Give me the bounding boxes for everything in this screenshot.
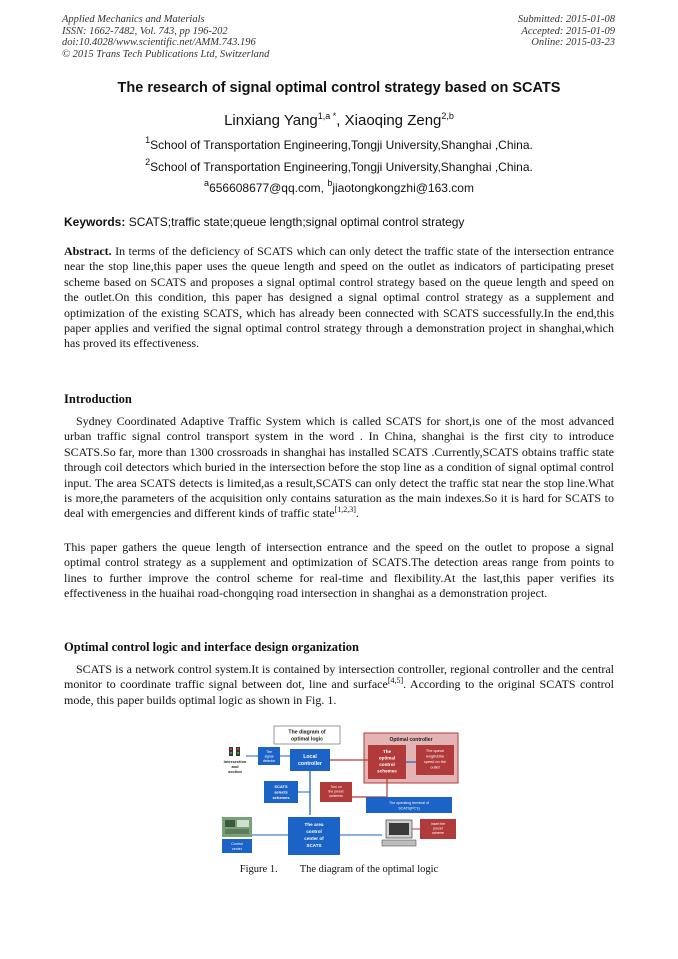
keywords-label: Keywords: — [64, 215, 126, 229]
dates-info — [518, 14, 615, 49]
local-controller-line-2: controller — [298, 761, 322, 767]
accepted-date: Accepted: 2015-01-09 — [521, 25, 615, 37]
operating-terminal-line-1: The operating terminal of — [389, 801, 429, 805]
queue-speed-line-3: speed on the — [424, 760, 446, 764]
area-control-line-2: control — [306, 829, 322, 834]
keywords — [64, 215, 616, 229]
section-heading: Optimal control logic and interface design organization — [64, 640, 359, 654]
affiliation-1 — [0, 135, 678, 152]
paper-title: The research of signal optimal control strategy based on SCATS — [117, 80, 561, 96]
section-paragraph — [64, 662, 614, 708]
scats-selects-line-2: selects — [274, 789, 288, 795]
intro-heading: Introduction — [64, 392, 132, 406]
abstract-label: Abstract. — [64, 244, 112, 258]
figure-number: Figure 1. — [239, 864, 278, 875]
submitted-date: Submitted: 2015-01-08 — [517, 14, 615, 25]
diagram-title-line-2: optimal logic — [291, 736, 323, 743]
emails — [0, 178, 678, 195]
intersection-line-1: Intersection — [223, 759, 247, 764]
journal-info — [62, 14, 269, 60]
signal-detector-line-2: signal — [264, 754, 274, 759]
intersection-line-3: section — [227, 769, 243, 774]
insert-preset-line-3: scheme — [432, 831, 444, 835]
area-control-line-3: center of — [304, 836, 324, 841]
scats-selects-line-1: SCATS — [274, 784, 288, 789]
optimal-schemes-line-2: optimal — [378, 755, 396, 761]
turn-on-line-2: the preset — [328, 789, 344, 794]
email-b: jiaotongkongzhi@163.com — [332, 181, 474, 195]
author-1-sup: 1,a * — [317, 111, 337, 121]
email-a: 656608677@qq.com, — [209, 181, 328, 195]
author-separator: , — [336, 112, 345, 129]
author-2: Xiaoqing Zeng — [344, 112, 442, 129]
area-control-line-4: SCATS — [306, 843, 322, 848]
signal-detector-line-1: The — [266, 750, 272, 754]
email-a-sup: a — [204, 178, 210, 188]
optimal-schemes-line-3: control — [379, 762, 395, 767]
optimal-logic-diagram — [216, 725, 462, 859]
signal-detector-line-3: detector — [262, 759, 276, 763]
turn-on-line-1: Turn on — [330, 785, 342, 789]
intro-p1-end: . — [355, 506, 359, 521]
queue-speed-line-2: length&the — [425, 754, 445, 759]
copyright: © 2015 Trans Tech Publications Ltd, Switzerland — [62, 48, 270, 60]
issn: ISSN: 1662-7482, Vol. 743, pp 196-202 — [62, 25, 228, 37]
section-p1-text: SCATS is a network control system.It is contained by intersection controller, regional controller and the central monitor to coordinate traffic signal between dot, line and surface — [64, 662, 614, 692]
area-control-line-1: The area — [304, 822, 324, 827]
author-2-sup: 2,b — [441, 111, 454, 121]
turn-on-line-3: schemes — [329, 794, 343, 798]
affiliation-2-text: School of Transportation Engineering,Tongji University,Shanghai ,China. — [150, 160, 533, 174]
authors — [0, 112, 678, 129]
section-p1-end: . According to the original SCATS control mode, this paper builds optimal logic as shown in Fig. 1. — [64, 677, 614, 707]
author-1: Linxiang Yang — [224, 112, 318, 129]
keywords-text: SCATS;traffic state;queue length;signal optimal control strategy — [125, 215, 465, 229]
citation: [4,5] — [387, 676, 404, 686]
affiliation-2 — [0, 157, 678, 174]
abstract — [64, 244, 614, 352]
local-controller-line-1: Local — [303, 754, 317, 760]
computer-icon — [382, 820, 416, 846]
optimal-schemes-line-4: schemes — [377, 768, 397, 774]
citation: [1,2,3] — [334, 505, 356, 515]
intro-p2-text: This paper gathers the queue length of intersection entrance and the speed on the outlet to propose a signal optimal control strategy as a supplement and optimization of SCATS.The detection areas range from points to lines to further improve the control scheme for real-time and flexibility.At the last,this paper verifies its effectiveness in the huaihai road-chongqing road intersection in shanghai as a demonstration project. — [64, 540, 614, 601]
queue-speed-line-1: The queue — [425, 749, 445, 753]
optimal-schemes-line-1: The — [382, 749, 392, 754]
affiliation-2-sup: 2 — [145, 157, 151, 167]
figure-caption — [0, 864, 678, 875]
doi: doi:10.4028/www.scientific.net/AMM.743.196 — [62, 37, 256, 48]
insert-preset-line-1: Insert the — [430, 822, 446, 826]
queue-speed-line-4: outlet — [430, 765, 440, 770]
optimal-controller-label: Optimal controller — [389, 737, 433, 743]
affiliation-1-sup: 1 — [145, 135, 151, 145]
insert-preset-line-2: preset — [433, 826, 443, 831]
intro-p1-text: Sydney Coordinated Adaptive Traffic System which is called SCATS for short,is one of the most advanced urban traffic signal control transport system in the word . In China, shanghai is the first city to introduce SCATS.So far, more than 1300 crossroads in shanghai has installed SCATS .Currently,SCATS obtains traffic state through coil detectors which buried in the intersection before the stop line as a condition of signal optimal control input. The area SCATS detects is limited,as a result,SCATS can only detect the traffic stat near the stop line.What is more,the parameters of the acquisition only contains saturation as the main indexes.So it is hard for SCATS to deal with emergencies and different kinds of traffic state — [64, 414, 614, 521]
journal-name: Applied Mechanics and Materials — [62, 14, 205, 25]
figure-caption-text: The diagram of the optimal logic — [299, 864, 439, 875]
affiliation-1-text: School of Transportation Engineering,Tongji University,Shanghai ,China. — [150, 138, 533, 152]
control-center-line-1: Control — [231, 842, 243, 846]
email-b-sup: b — [327, 178, 333, 188]
intersection-line-2: and — [231, 764, 239, 769]
intro-paragraph-1 — [64, 414, 614, 522]
operating-terminal-line-2: SCATS(PC's) — [398, 806, 420, 811]
scats-selects-line-3: schemes — [272, 795, 290, 800]
diagram-title-line-1: The diagram of — [288, 729, 326, 736]
intro-paragraph-2 — [64, 540, 614, 602]
online-date: Online: 2015-03-23 — [531, 37, 615, 48]
control-center-photo-icon — [222, 817, 252, 837]
control-center-line-2: center — [232, 847, 242, 851]
abstract-text: In terms of the deficiency of SCATS which can only detect the traffic state of the intersection entrance near the stop line,this paper uses the queue length and speed on the outlet as indicators of participating preset scheme based on SCATS and proposes a signal optimal control strategy based on the queue length and speed on the outlet.On this condition, this paper has designed a signal optimal control strategy as a supplement and optimization of the existing SCATS, which has already been connected with SCATS successfully.In the end,this paper applies and verified the signal optimal control strategy through a demonstration project in shanghai,which has proved its effectiveness. — [64, 244, 614, 351]
